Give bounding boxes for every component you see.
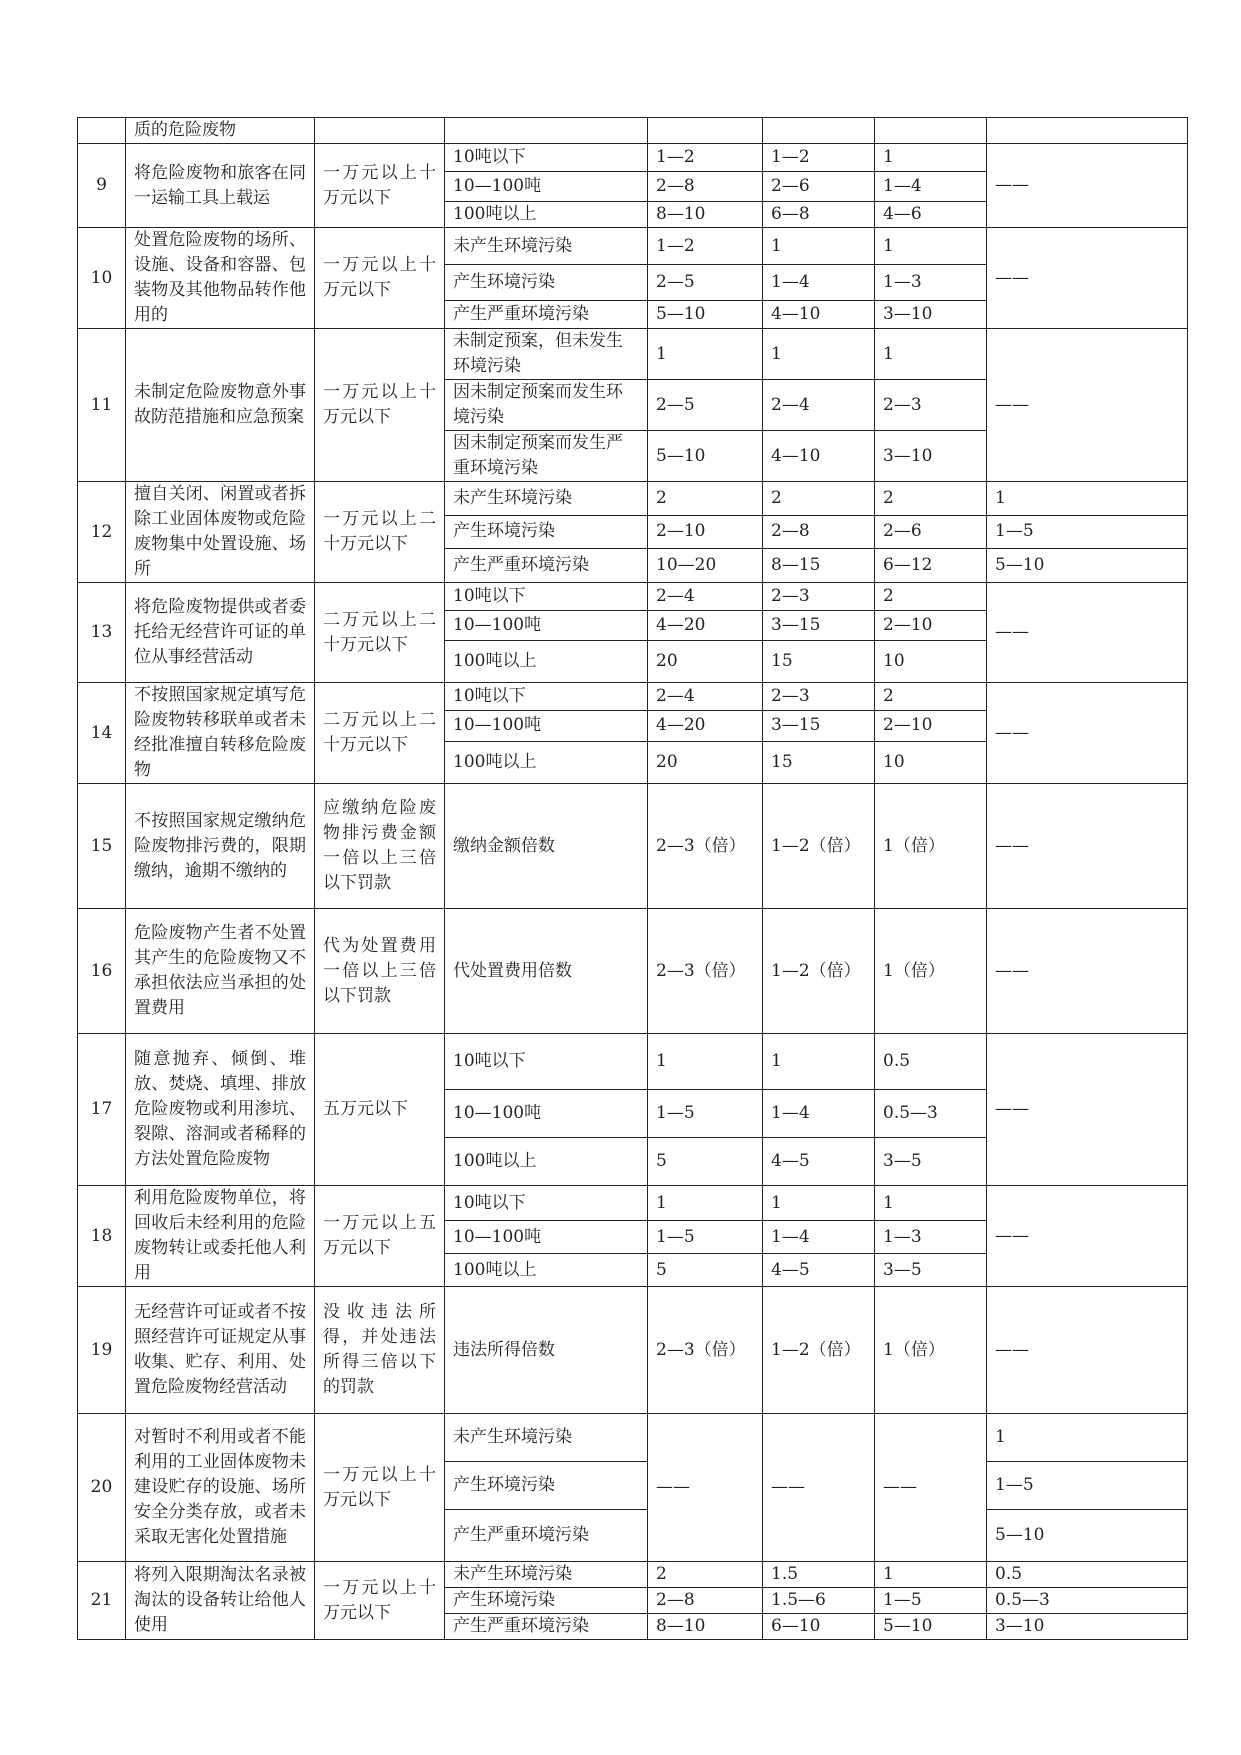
- item-number: 9: [78, 144, 126, 228]
- condition: 未产生环境污染: [445, 228, 648, 265]
- condition: 10吨以下: [445, 683, 648, 711]
- condition: 100吨以上: [445, 202, 648, 228]
- level-d-multiple: ——: [987, 1287, 1188, 1414]
- condition: 未产生环境污染: [445, 1414, 648, 1462]
- penalty-range: 一万元以上十万元以下: [315, 1414, 445, 1562]
- level-b-multiple: 1: [763, 1186, 875, 1221]
- table-row: [78, 784, 1188, 909]
- condition: 产生环境污染: [445, 516, 648, 549]
- level-b-multiple: 6—8: [763, 202, 875, 228]
- level-c-multiple: ——: [875, 1414, 987, 1562]
- violation-behavior: 质的危险废物: [126, 118, 315, 144]
- level-c-multiple: 4—6: [875, 202, 987, 228]
- condition: 产生严重环境污染: [445, 301, 648, 329]
- level-b-multiple: [763, 118, 875, 144]
- condition: 10—100吨: [445, 711, 648, 741]
- level-b-multiple: 2—4: [763, 380, 875, 431]
- level-b-multiple: 1—2（倍）: [763, 784, 875, 909]
- level-b-multiple: 4—5: [763, 1138, 875, 1186]
- condition: 100吨以上: [445, 1138, 648, 1186]
- level-c-multiple: 1—3: [875, 265, 987, 301]
- level-d-multiple: ——: [987, 228, 1188, 329]
- condition: 未制定预案，但未发生环境污染: [445, 329, 648, 380]
- penalty-range: 一万元以上二十万元以下: [315, 482, 445, 583]
- level-c-multiple: 3—5: [875, 1254, 987, 1287]
- level-c-multiple: 2: [875, 482, 987, 516]
- violation-behavior: 将危险废物提供或者委托给无经营许可证的单位从事经营活动: [126, 583, 315, 683]
- level-b-multiple: 4—10: [763, 431, 875, 482]
- level-d-multiple: 1: [987, 1414, 1188, 1462]
- level-b-multiple: 1: [763, 1034, 875, 1090]
- level-d-multiple: 3—10: [987, 1614, 1188, 1640]
- condition: 未产生环境污染: [445, 482, 648, 516]
- condition: 100吨以上: [445, 641, 648, 683]
- table-row: [78, 909, 1188, 1034]
- item-number: 17: [78, 1034, 126, 1186]
- table-row: [78, 228, 1188, 265]
- level-d-multiple: 1: [987, 482, 1188, 516]
- level-d-multiple: 5—10: [987, 548, 1188, 582]
- condition: 未产生环境污染: [445, 1562, 648, 1588]
- penalty-range: 一万元以上十万元以下: [315, 329, 445, 482]
- level-c-multiple: 10: [875, 741, 987, 783]
- level-a-multiple: 2—4: [648, 583, 763, 611]
- level-c-multiple: 6—12: [875, 548, 987, 582]
- item-number: 19: [78, 1287, 126, 1414]
- level-b-multiple: 1—2（倍）: [763, 1287, 875, 1414]
- level-d-multiple: ——: [987, 1034, 1188, 1186]
- level-a-multiple: 2—3（倍）: [648, 1287, 763, 1414]
- condition: 产生环境污染: [445, 265, 648, 301]
- level-c-multiple: 1: [875, 1562, 987, 1588]
- level-c-multiple: 5—10: [875, 1614, 987, 1640]
- table-row: [78, 1287, 1188, 1414]
- level-b-multiple: 1: [763, 228, 875, 265]
- level-a-multiple: 2—8: [648, 1588, 763, 1614]
- table-row: [78, 1414, 1188, 1462]
- level-b-multiple: 1.5: [763, 1562, 875, 1588]
- level-c-multiple: 1: [875, 144, 987, 172]
- level-c-multiple: 2—10: [875, 711, 987, 741]
- level-c-multiple: 1: [875, 329, 987, 380]
- level-c-multiple: 1—3: [875, 1221, 987, 1254]
- level-a-multiple: 1—2: [648, 228, 763, 265]
- condition: 10—100吨: [445, 611, 648, 641]
- violation-behavior: 擅自关闭、闲置或者拆除工业固体废物或危险废物集中处置设施、场所: [126, 482, 315, 583]
- level-b-multiple: 1—4: [763, 265, 875, 301]
- condition: 100吨以上: [445, 741, 648, 783]
- level-a-multiple: 2—5: [648, 380, 763, 431]
- violation-behavior: 随意抛弃、倾倒、堆放、焚烧、填埋、排放危险废物或利用渗坑、裂隙、溶洞或者稀释的方法处置危险废物: [126, 1034, 315, 1186]
- level-a-multiple: ——: [648, 1414, 763, 1562]
- level-d-multiple: ——: [987, 329, 1188, 482]
- penalty-range: 应缴纳危险废物排污费金额一倍以上三倍以下罚款: [315, 784, 445, 909]
- penalty-range: 二万元以上二十万元以下: [315, 683, 445, 784]
- level-a-multiple: [648, 118, 763, 144]
- level-b-multiple: 15: [763, 641, 875, 683]
- table-row: [78, 482, 1188, 516]
- violation-behavior: 不按照国家规定填写危险废物转移联单或者未经批准擅自转移危险废物: [126, 683, 315, 784]
- condition: 10吨以下: [445, 1186, 648, 1221]
- level-c-multiple: 3—5: [875, 1138, 987, 1186]
- violation-behavior: 对暂时不利用或者不能利用的工业固体废物未建设贮存的设施、场所安全分类存放，或者未采取无害化处置措施: [126, 1414, 315, 1562]
- level-c-multiple: [875, 118, 987, 144]
- level-a-multiple: 2—8: [648, 172, 763, 202]
- condition: 10—100吨: [445, 1090, 648, 1138]
- level-a-multiple: 1—2: [648, 144, 763, 172]
- condition: 100吨以上: [445, 1254, 648, 1287]
- table-row: [78, 118, 1188, 144]
- level-b-multiple: 4—5: [763, 1254, 875, 1287]
- level-b-multiple: 15: [763, 741, 875, 783]
- level-b-multiple: 2: [763, 482, 875, 516]
- level-a-multiple: 2: [648, 1562, 763, 1588]
- level-a-multiple: 20: [648, 741, 763, 783]
- level-a-multiple: 20: [648, 641, 763, 683]
- level-a-multiple: 2—3（倍）: [648, 909, 763, 1034]
- level-c-multiple: 2: [875, 683, 987, 711]
- violation-behavior: 将危险废物和旅客在同一运输工具上载运: [126, 144, 315, 228]
- item-number: 14: [78, 683, 126, 784]
- level-a-multiple: 4—20: [648, 711, 763, 741]
- level-a-multiple: 1: [648, 1186, 763, 1221]
- item-number: 15: [78, 784, 126, 909]
- condition: 10—100吨: [445, 172, 648, 202]
- level-d-multiple: ——: [987, 144, 1188, 228]
- level-c-multiple: 0.5—3: [875, 1090, 987, 1138]
- level-c-multiple: 1—4: [875, 172, 987, 202]
- level-b-multiple: 1—2（倍）: [763, 909, 875, 1034]
- level-b-multiple: 1: [763, 329, 875, 380]
- level-c-multiple: 3—10: [875, 301, 987, 329]
- level-a-multiple: 10—20: [648, 548, 763, 582]
- penalty-range: 二万元以上二十万元以下: [315, 583, 445, 683]
- level-b-multiple: 8—15: [763, 548, 875, 582]
- level-b-multiple: 2—3: [763, 683, 875, 711]
- level-c-multiple: 2—3: [875, 380, 987, 431]
- level-d-multiple: ——: [987, 909, 1188, 1034]
- level-b-multiple: 3—15: [763, 611, 875, 641]
- table-row: [78, 144, 1188, 172]
- level-d-multiple: 5—10: [987, 1510, 1188, 1562]
- condition: 因未制定预案而发生严重环境污染: [445, 431, 648, 482]
- level-c-multiple: 0.5: [875, 1034, 987, 1090]
- level-d-multiple: [987, 118, 1188, 144]
- condition: 产生环境污染: [445, 1588, 648, 1614]
- item-number: 12: [78, 482, 126, 583]
- level-c-multiple: 1: [875, 1186, 987, 1221]
- condition: 10—100吨: [445, 1221, 648, 1254]
- violation-behavior: 将列入限期淘汰名录被淘汰的设备转让给他人使用: [126, 1562, 315, 1640]
- level-a-multiple: 2—5: [648, 265, 763, 301]
- table-row: [78, 1034, 1188, 1090]
- level-c-multiple: 2—10: [875, 611, 987, 641]
- level-b-multiple: 3—15: [763, 711, 875, 741]
- level-a-multiple: 5: [648, 1138, 763, 1186]
- item-number: 21: [78, 1562, 126, 1640]
- penalty-range: 一万元以上十万元以下: [315, 228, 445, 329]
- level-c-multiple: 1（倍）: [875, 909, 987, 1034]
- penalty-range: [315, 118, 445, 144]
- violation-behavior: 未制定危险废物意外事故防范措施和应急预案: [126, 329, 315, 482]
- level-d-multiple: 0.5—3: [987, 1588, 1188, 1614]
- level-c-multiple: 3—10: [875, 431, 987, 482]
- level-d-multiple: 1—5: [987, 1462, 1188, 1510]
- condition: 产生严重环境污染: [445, 1614, 648, 1640]
- penalty-range: 没收违法所得，并处违法所得三倍以下的罚款: [315, 1287, 445, 1414]
- table-row: [78, 583, 1188, 611]
- penalty-range: 一万元以上十万元以下: [315, 144, 445, 228]
- level-a-multiple: 5—10: [648, 301, 763, 329]
- table-row: [78, 683, 1188, 711]
- condition: 产生严重环境污染: [445, 1510, 648, 1562]
- condition: 违法所得倍数: [445, 1287, 648, 1414]
- condition: 代处置费用倍数: [445, 909, 648, 1034]
- item-number: [78, 118, 126, 144]
- violation-behavior: 危险废物产生者不处置其产生的危险废物又不承担依法应当承担的处置费用: [126, 909, 315, 1034]
- level-b-multiple: 2—6: [763, 172, 875, 202]
- penalty-range: 一万元以上十万元以下: [315, 1562, 445, 1640]
- condition: 10吨以下: [445, 1034, 648, 1090]
- violation-behavior: 无经营许可证或者不按照经营许可证规定从事收集、贮存、利用、处置危险废物经营活动: [126, 1287, 315, 1414]
- level-d-multiple: ——: [987, 583, 1188, 683]
- item-number: 20: [78, 1414, 126, 1562]
- condition: 因未制定预案而发生环境污染: [445, 380, 648, 431]
- level-d-multiple: ——: [987, 683, 1188, 784]
- level-b-multiple: ——: [763, 1414, 875, 1562]
- level-c-multiple: 10: [875, 641, 987, 683]
- level-c-multiple: 2: [875, 583, 987, 611]
- level-b-multiple: 1—2: [763, 144, 875, 172]
- condition: 缴纳金额倍数: [445, 784, 648, 909]
- level-b-multiple: 1.5—6: [763, 1588, 875, 1614]
- level-d-multiple: ——: [987, 784, 1188, 909]
- level-a-multiple: 2—10: [648, 516, 763, 549]
- condition: 产生严重环境污染: [445, 548, 648, 582]
- level-b-multiple: 4—10: [763, 301, 875, 329]
- level-c-multiple: 1（倍）: [875, 1287, 987, 1414]
- level-b-multiple: 1—4: [763, 1221, 875, 1254]
- level-a-multiple: 2—3（倍）: [648, 784, 763, 909]
- level-b-multiple: 2—3: [763, 583, 875, 611]
- level-c-multiple: 1: [875, 228, 987, 265]
- level-b-multiple: 6—10: [763, 1614, 875, 1640]
- table-row: [78, 329, 1188, 380]
- item-number: 16: [78, 909, 126, 1034]
- level-b-multiple: 1—4: [763, 1090, 875, 1138]
- violation-behavior: 利用危险废物单位，将回收后未经利用的危险废物转让或委托他人利用: [126, 1186, 315, 1287]
- level-a-multiple: 5—10: [648, 431, 763, 482]
- level-a-multiple: 1—5: [648, 1090, 763, 1138]
- penalty-range: 代为处置费用一倍以上三倍以下罚款: [315, 909, 445, 1034]
- level-a-multiple: 8—10: [648, 1614, 763, 1640]
- condition: 10吨以下: [445, 144, 648, 172]
- level-c-multiple: 2—6: [875, 516, 987, 549]
- level-a-multiple: 4—20: [648, 611, 763, 641]
- level-d-multiple: 0.5: [987, 1562, 1188, 1588]
- condition: [445, 118, 648, 144]
- table-row: [78, 1562, 1188, 1588]
- level-c-multiple: 1—5: [875, 1588, 987, 1614]
- penalty-standard-table: [77, 117, 1188, 1640]
- level-a-multiple: 8—10: [648, 202, 763, 228]
- condition: 产生环境污染: [445, 1462, 648, 1510]
- level-d-multiple: 1—5: [987, 516, 1188, 549]
- level-a-multiple: 2—4: [648, 683, 763, 711]
- item-number: 11: [78, 329, 126, 482]
- violation-behavior: 处置危险废物的场所、设施、设备和容器、包装物及其他物品转作他用的: [126, 228, 315, 329]
- condition: 10吨以下: [445, 583, 648, 611]
- level-a-multiple: 2: [648, 482, 763, 516]
- table-row: [78, 1186, 1188, 1221]
- level-a-multiple: 1—5: [648, 1221, 763, 1254]
- level-b-multiple: 2—8: [763, 516, 875, 549]
- level-a-multiple: 5: [648, 1254, 763, 1287]
- level-a-multiple: 1: [648, 329, 763, 380]
- violation-behavior: 不按照国家规定缴纳危险废物排污费的，限期缴纳，逾期不缴纳的: [126, 784, 315, 909]
- level-d-multiple: ——: [987, 1186, 1188, 1287]
- item-number: 13: [78, 583, 126, 683]
- item-number: 10: [78, 228, 126, 329]
- level-c-multiple: 1（倍）: [875, 784, 987, 909]
- item-number: 18: [78, 1186, 126, 1287]
- penalty-range: 一万元以上五万元以下: [315, 1186, 445, 1287]
- level-a-multiple: 1: [648, 1034, 763, 1090]
- penalty-range: 五万元以下: [315, 1034, 445, 1186]
